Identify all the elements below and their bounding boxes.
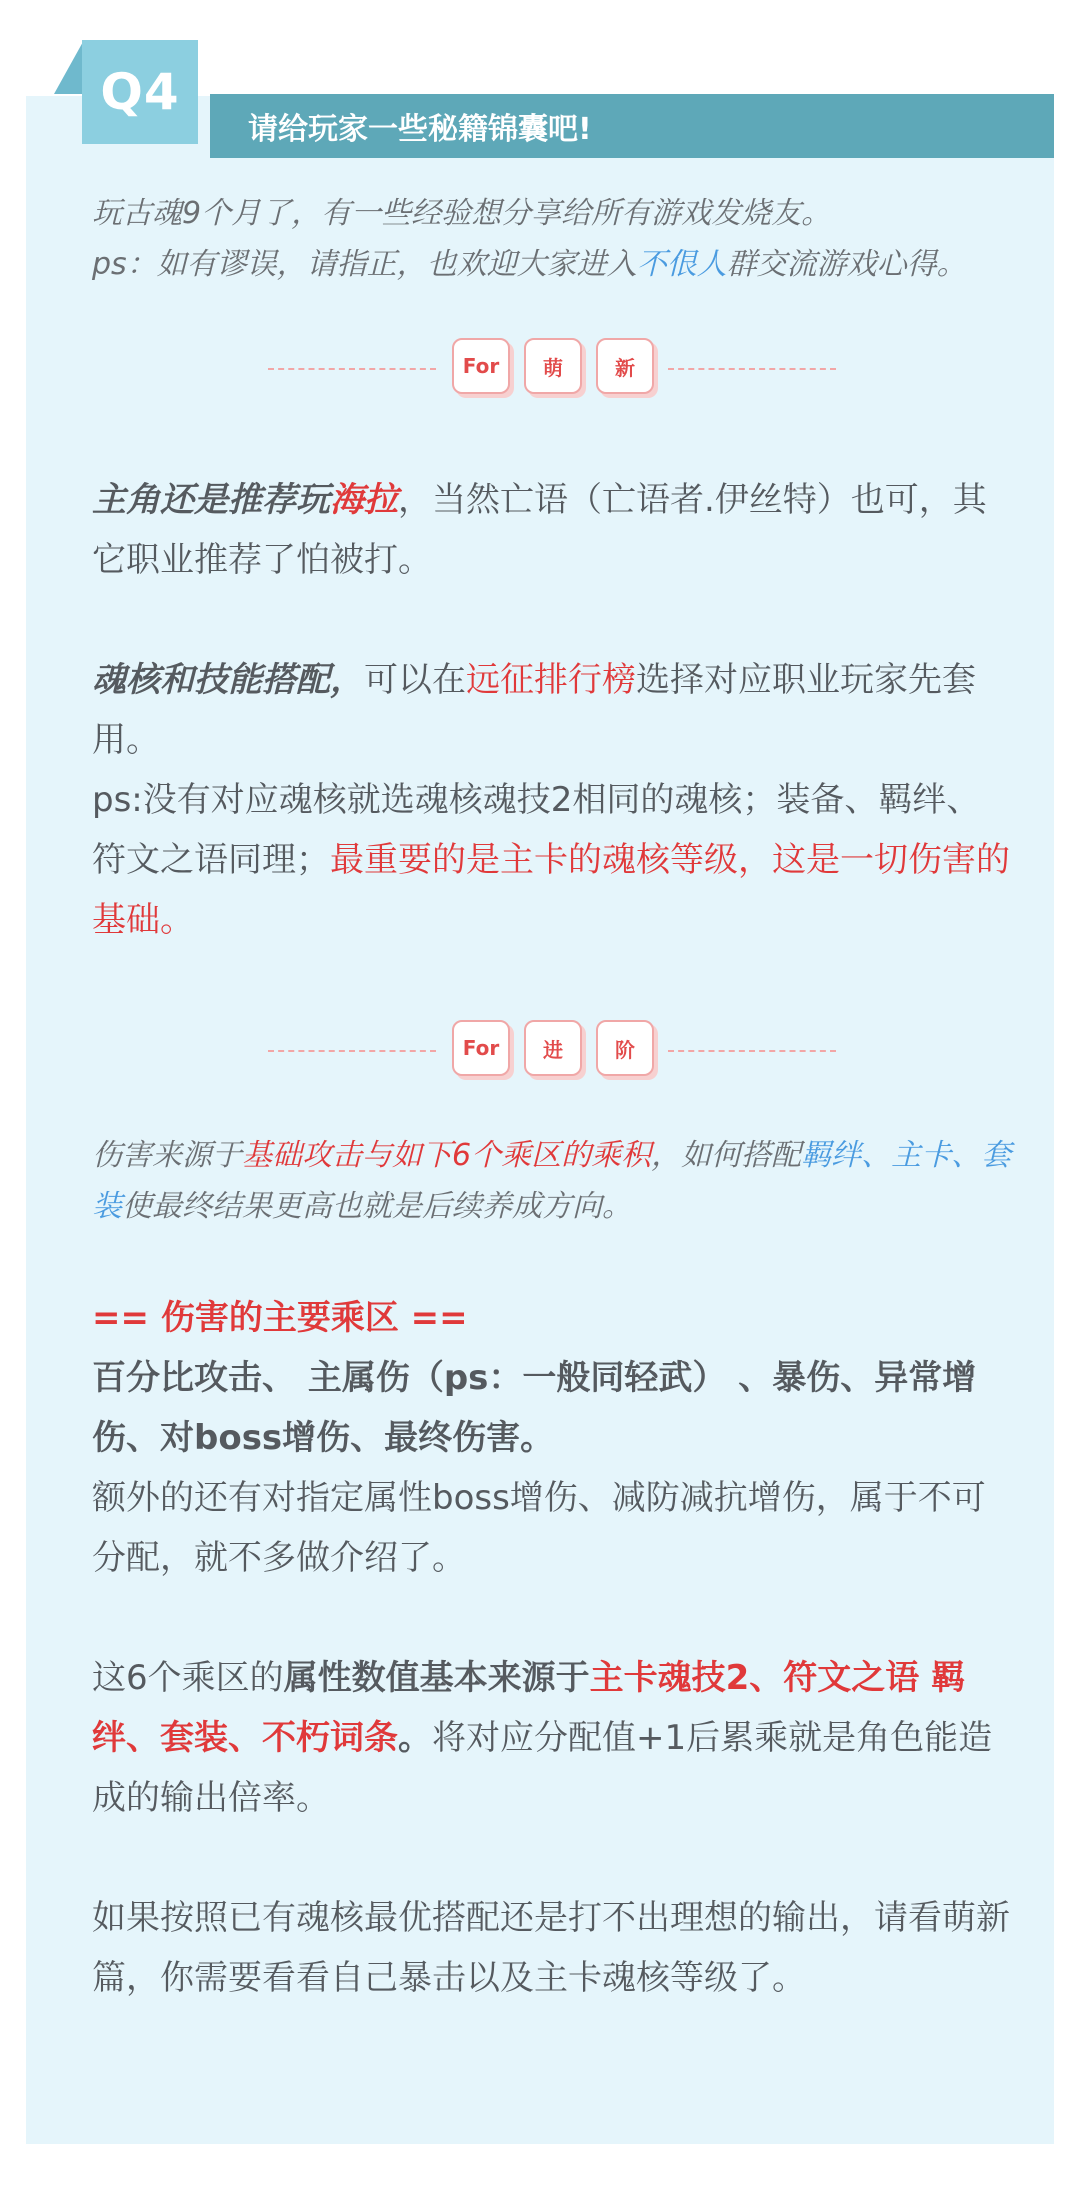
newbie-ps-paragraph (92, 770, 1012, 950)
divider-for-advanced (92, 1010, 1012, 1090)
source-red: 基础攻击与如下6个乘区的乘积 (242, 1138, 652, 1173)
divider-tag-xin: 新 (596, 338, 654, 394)
divider-for-newbie (92, 328, 1012, 408)
intro-line2-a: ps：如有谬误，请指正，也欢迎大家进入 (92, 247, 637, 282)
zones-list: 百分比攻击、 主属伤（ps：一般同轻武） 、暴伤、异常增伤、对boss增伤、最终伤害。 (92, 1358, 977, 1458)
article-content (92, 188, 1012, 2008)
intro-line2-b: 群交流游戏心得。 (726, 247, 967, 282)
zones-extra: 额外的还有对指定属性boss增伤、减防减抗增伤，属于不可分配，就不多做介绍了。 (92, 1478, 986, 1578)
role-hela: 海拉 (330, 480, 398, 520)
zsrc-a: 这6个乘区的 (92, 1658, 284, 1698)
ps-a: ps:没有对应魂核就选魂核魂技2相同的魂核；装备、羁绊、符文之语同理； (92, 780, 981, 880)
divider-tag-meng: 萌 (524, 338, 582, 394)
source-c: 使最终结果更高也就是后续养成方向。 (122, 1189, 632, 1224)
question-title: 请给玩家一些秘籍锦囊吧! (248, 112, 592, 147)
core-ranking: 远征排行榜 (466, 660, 636, 700)
divider-line-right (668, 368, 836, 370)
divider-tag-jie: 阶 (596, 1020, 654, 1076)
zsrc-bold2: 。 (398, 1718, 432, 1758)
intro-line1: 玩古魂9个月了，有一些经验想分享给所有游戏发烧友。 (92, 196, 832, 231)
source-b: ，如何搭配 (651, 1138, 802, 1173)
zsrc-b: 将对应分配值+1后累乘就是角色能造成的输出倍率。 (92, 1718, 993, 1818)
core-bold: 魂核和技能搭配， (92, 660, 364, 700)
divider-line-left (268, 368, 436, 370)
zones-source-paragraph (92, 1648, 1012, 1828)
source-blue: 羁绊、主卡、套装 (92, 1138, 1012, 1224)
divider-line-right (668, 1050, 836, 1052)
core-b: 选择对应职业玩家先套用。 (92, 660, 976, 760)
newbie-role-paragraph (92, 470, 1012, 590)
zsrc-bold: 属性数值基本来源于 (283, 1658, 590, 1698)
badge-fold (54, 40, 84, 94)
divider-tag-for: For (452, 338, 510, 394)
intro-paragraph (92, 188, 1012, 290)
role-bold: 主角还是推荐玩 (92, 480, 330, 520)
damage-source-paragraph (92, 1130, 1012, 1232)
question-badge: Q4 (82, 40, 198, 144)
zsrc-red: 主卡魂技2、符文之语 羁绊、套装、不朽词条 (92, 1658, 966, 1758)
zones-heading: == 伤害的主要乘区 == (92, 1298, 468, 1338)
divider-tag-jin: 进 (524, 1020, 582, 1076)
divider-line-left (268, 1050, 436, 1052)
core-a: 可以在 (364, 660, 466, 700)
closing-paragraph: 如果按照已有魂核最优搭配还是打不出理想的输出，请看萌新篇，你需要看看自己暴击以及主卡魂核等级了。 (92, 1898, 1010, 1998)
group-link[interactable]: 不佷人 (636, 247, 727, 282)
divider-tag-for: For (452, 1020, 510, 1076)
source-a: 伤害来源于 (92, 1138, 242, 1173)
question-title-bar (210, 94, 1054, 158)
newbie-core-paragraph (92, 650, 1012, 770)
role-rest: ，当然亡语（亡语者.伊丝特）也可，其它职业推荐了怕被打。 (92, 480, 987, 580)
ps-red: 最重要的是主卡的魂核等级，这是一切伤害的基础。 (92, 840, 1010, 940)
